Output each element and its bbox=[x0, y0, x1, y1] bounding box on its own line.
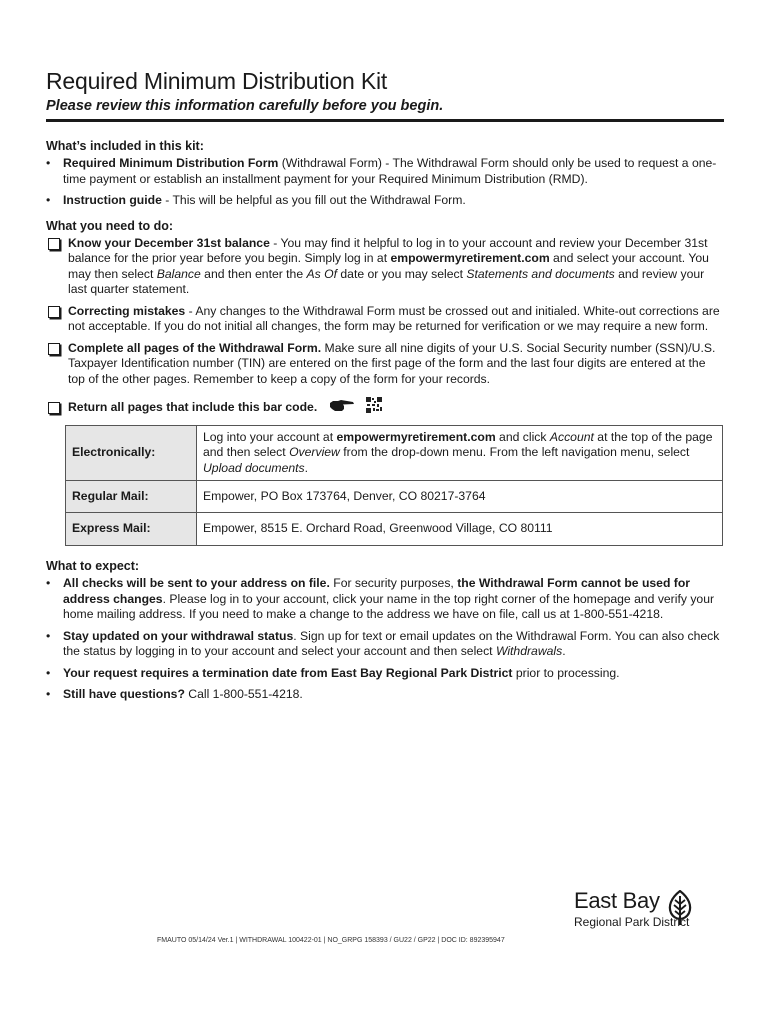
item-text: prior to processing. bbox=[512, 665, 620, 680]
checklist-item-balance bbox=[46, 236, 724, 298]
item-text: - This will be helpful as you fill out the Withdrawal Form. bbox=[161, 193, 466, 207]
item-text: and select your account. You may then select bbox=[68, 251, 709, 281]
item-bold: Complete all pages of the Withdrawal Form. bbox=[68, 340, 322, 355]
table-row bbox=[66, 513, 723, 546]
item-bold: Correcting mistakes bbox=[68, 303, 186, 318]
checklist-item-mistakes bbox=[46, 304, 724, 335]
pointing-hand-icon bbox=[329, 398, 355, 418]
table-row bbox=[66, 426, 723, 481]
item-italic: Statements and documents bbox=[466, 266, 615, 281]
page-title: Required Minimum Distribution Kit bbox=[46, 68, 388, 94]
list-item bbox=[46, 193, 724, 209]
item-text: and then enter the bbox=[200, 266, 307, 281]
item-text: (Withdrawal Form) - The Withdrawal Form should only be used to request a one-time payment or establish an installment payment for your Required Minimum Distribution (RMD). bbox=[63, 156, 717, 186]
checkbox-icon bbox=[48, 306, 60, 318]
item-bold: All checks will be sent to your address on file. bbox=[63, 576, 330, 590]
checkbox-icon bbox=[48, 238, 60, 250]
included-heading: What’s included in this kit: bbox=[46, 139, 204, 153]
need-heading: What you need to do: bbox=[46, 218, 174, 233]
list-item bbox=[46, 576, 724, 623]
item-bold: Your request requires a termination date from East Bay Regional Park District bbox=[63, 665, 513, 680]
item-text: . Please log in to your account, click your name in the top right corner of the homepage and verify your home mailing address. If you need to make a change to the address we have on file, call us at 1-800-551-4218. bbox=[63, 591, 715, 621]
barcode-icon bbox=[366, 397, 382, 419]
item-text: - You may find it helpful to log in to your account and review your December 31st balance for the prior year before you begin. Simply log in at bbox=[68, 235, 708, 265]
checkbox-icon bbox=[48, 402, 60, 414]
item-italic: As Of bbox=[306, 266, 337, 281]
cell-text: and click bbox=[495, 429, 550, 444]
bullet: • bbox=[46, 687, 51, 701]
submission-label: Electronically: bbox=[66, 426, 197, 481]
list-item bbox=[46, 687, 724, 703]
page-subtitle: Please review this information carefully before you begin. bbox=[46, 98, 444, 114]
item-text: and review your last quarter statement. bbox=[68, 266, 705, 296]
cell-italic: Upload documents bbox=[203, 460, 305, 475]
item-bold: Still have questions? bbox=[63, 687, 185, 701]
bullet: • bbox=[46, 665, 51, 680]
item-bold: Return all pages that include this bar code. bbox=[68, 400, 318, 415]
list-item bbox=[46, 666, 724, 682]
item-text: Make sure all nine digits of your U.S. Social Security number (SSN)/U.S. Taxpayer Identification number (TIN) are entered on the first page of the form and the last four digits are entered at the top of the other pages. Remember to keep a copy of the form for your records. bbox=[68, 340, 716, 386]
expect-heading: What to expect: bbox=[46, 559, 140, 573]
bullet: • bbox=[46, 156, 51, 170]
bullet: • bbox=[46, 576, 51, 590]
footer-code: FMAUTO 05/14/24 Ver.1 | WITHDRAWAL 100422-01 | NO_GRPG 158393 / GU22 / GP22 | DOC ID: 892395947 bbox=[157, 937, 505, 944]
item-text: - Any changes to the Withdrawal Form must be crossed out and initialed. White-out corrections are not acceptable. If you do not initial all changes, the form may be returned for verification or we may require a new form. bbox=[68, 303, 720, 333]
submission-value: Empower, PO Box 173764, Denver, CO 80217-3764 bbox=[197, 481, 723, 513]
item-bold: Required Minimum Distribution Form bbox=[63, 156, 279, 170]
logo-line-2: Regional Park District bbox=[574, 915, 690, 929]
submission-label: Express Mail: bbox=[66, 513, 197, 546]
bullet: • bbox=[46, 193, 51, 207]
document-page bbox=[46, 66, 724, 703]
cell-text: at the top of the page and then select bbox=[203, 429, 713, 460]
cell-text: . bbox=[304, 460, 309, 475]
item-bold: Instruction guide bbox=[63, 193, 162, 207]
cell-text: Log into your account at bbox=[203, 429, 337, 444]
item-text: date or you may select bbox=[337, 266, 467, 281]
leaf-icon bbox=[667, 890, 693, 931]
checkbox-icon bbox=[48, 343, 60, 355]
item-bold: Stay updated on your withdrawal status bbox=[63, 628, 294, 643]
table-row bbox=[66, 481, 723, 513]
cell-italic: Overview bbox=[289, 445, 340, 460]
website-link[interactable]: empowermyretirement.com bbox=[390, 251, 550, 265]
item-text: Call 1-800-551-4218. bbox=[184, 687, 303, 701]
cell-italic: Account bbox=[549, 429, 594, 444]
item-text: For security purposes, bbox=[329, 576, 458, 590]
checklist-item-return bbox=[46, 397, 724, 419]
item-italic: Withdrawals bbox=[495, 644, 563, 658]
item-text: . Sign up for text or email updates on the Withdrawal Form. You can also check the status by logging in to your account and select your account and then select bbox=[63, 628, 720, 658]
logo-line-1: East Bay bbox=[574, 888, 660, 913]
item-bold: Know your December 31st balance bbox=[68, 235, 270, 250]
submission-label: Regular Mail: bbox=[66, 481, 197, 513]
list-item bbox=[46, 629, 724, 660]
submission-value bbox=[197, 426, 723, 481]
bullet: • bbox=[46, 628, 51, 643]
website-link[interactable]: empowermyretirement.com bbox=[336, 429, 496, 444]
checklist-item-complete bbox=[46, 341, 724, 388]
list-item bbox=[46, 156, 724, 187]
item-bold: the Withdrawal Form cannot be used for address changes bbox=[63, 576, 691, 606]
cell-text: from the drop-down menu. From the left navigation menu, select bbox=[339, 445, 690, 460]
item-italic: Balance bbox=[156, 266, 201, 281]
submission-table bbox=[65, 425, 723, 546]
item-text: . bbox=[562, 644, 566, 658]
submission-value: Empower, 8515 E. Orchard Road, Greenwood Village, CO 80111 bbox=[197, 513, 723, 546]
east-bay-logo bbox=[574, 888, 689, 929]
